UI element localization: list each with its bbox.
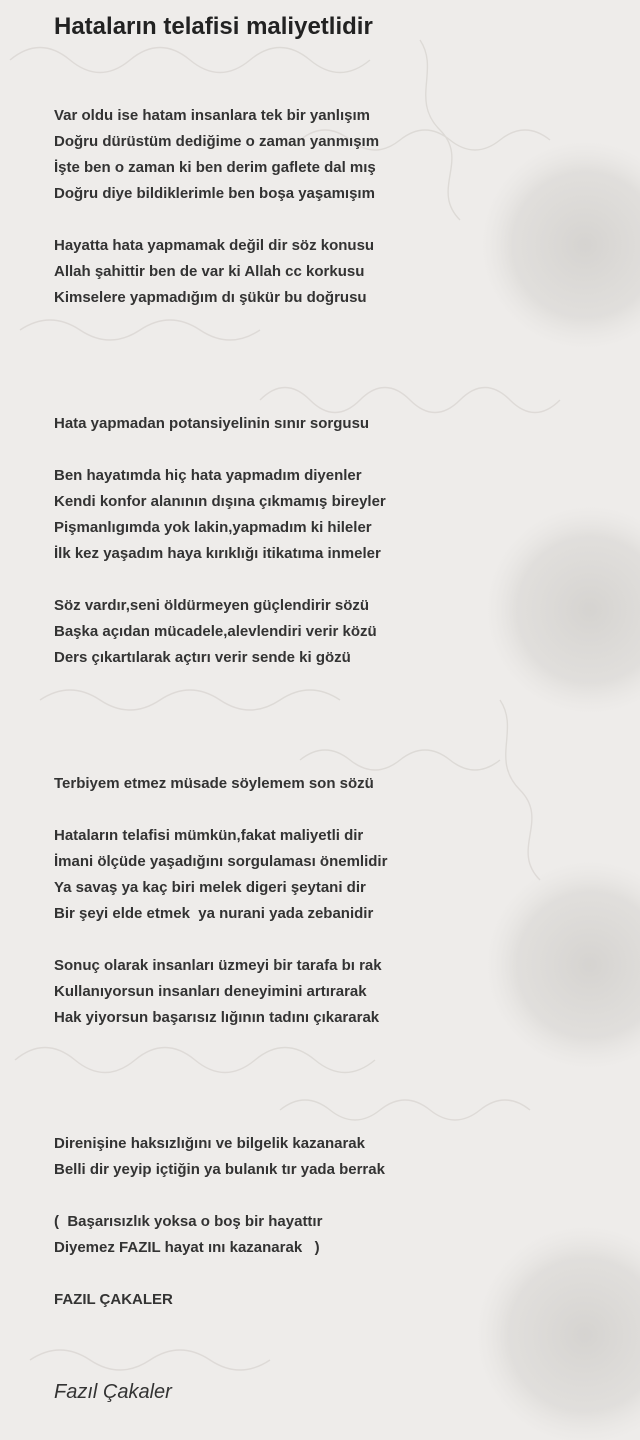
- poem-line: Ben hayatımda hiç hata yapmadım diyenler: [54, 467, 362, 484]
- poem-line: Hata yapmadan potansiyelinin sınır sorgusu: [54, 415, 370, 432]
- poem-line: Direnişine haksızlığını ve bilgelik kazanarak: [54, 1135, 365, 1152]
- poem-line: Hataların telafisi mümkün,fakat maliyetli dir: [54, 827, 364, 844]
- poem-line: İşte ben o zaman ki ben derim gaflete dal mış: [54, 159, 376, 176]
- poem-line: Pişmanlıgımda yok lakin,yapmadım ki hileler: [54, 519, 372, 536]
- poem-line: Kendi konfor alanının dışına çıkmamış bireyler: [54, 493, 386, 510]
- poem-line: Bir şeyi elde etmek ya nurani yada zebanidir: [54, 905, 374, 922]
- poem-line: Başka açıdan mücadele,alevlendiri verir közü: [54, 623, 377, 640]
- poem-line: İlk kez yaşadım haya kırıklığı itikatıma inmeler: [54, 545, 381, 562]
- poem-line: Kimselere yapmadığım dı şükür bu doğrusu: [54, 289, 367, 306]
- poem-line: İmani ölçüde yaşadığını sorgulaması önemlidir: [54, 853, 388, 870]
- author-signature: Fazıl Çakaler: [54, 1381, 172, 1403]
- poem-line: Diyemez FAZIL hayat ını kazanarak ): [54, 1239, 320, 1256]
- poem-line: Var oldu ise hatam insanlara tek bir yanlışım: [54, 107, 370, 124]
- poem-line: Söz vardır,seni öldürmeyen güçlendirir sözü: [54, 597, 370, 614]
- poem-line: Kullanıyorsun insanları deneyimini artırarak: [54, 983, 367, 1000]
- poem-line: Ders çıkartılarak açtırı verir sende ki gözü: [54, 649, 351, 666]
- poem-line: Doğru dürüstüm dediğime o zaman yanmışım: [54, 133, 380, 150]
- poem-line: Hak yiyorsun başarısız lığının tadını çıkararak: [54, 1009, 380, 1026]
- poem-line: Terbiyem etmez müsade söylemem son sözü: [54, 775, 374, 792]
- poem-line: Doğru diye bildiklerimle ben boşa yaşamışım: [54, 185, 375, 202]
- poem-line: Allah şahittir ben de var ki Allah cc korkusu: [54, 263, 365, 280]
- poem-line: Belli dir yeyip içtiğin ya bulanık tır yada berrak: [54, 1161, 385, 1178]
- poem-line: FAZIL ÇAKALER: [54, 1291, 173, 1308]
- poem-line: Sonuç olarak insanları üzmeyi bir tarafa bı rak: [54, 957, 382, 974]
- poem-line: ( Başarısızlık yoksa o boş bir hayattır: [54, 1213, 323, 1230]
- poem-line: Ya savaş ya kaç biri melek digeri şeytani dir: [54, 879, 366, 896]
- poem-title: Hataların telafisi maliyetlidir: [54, 13, 373, 40]
- poem-line: Hayatta hata yapmamak değil dir söz konusu: [54, 237, 375, 254]
